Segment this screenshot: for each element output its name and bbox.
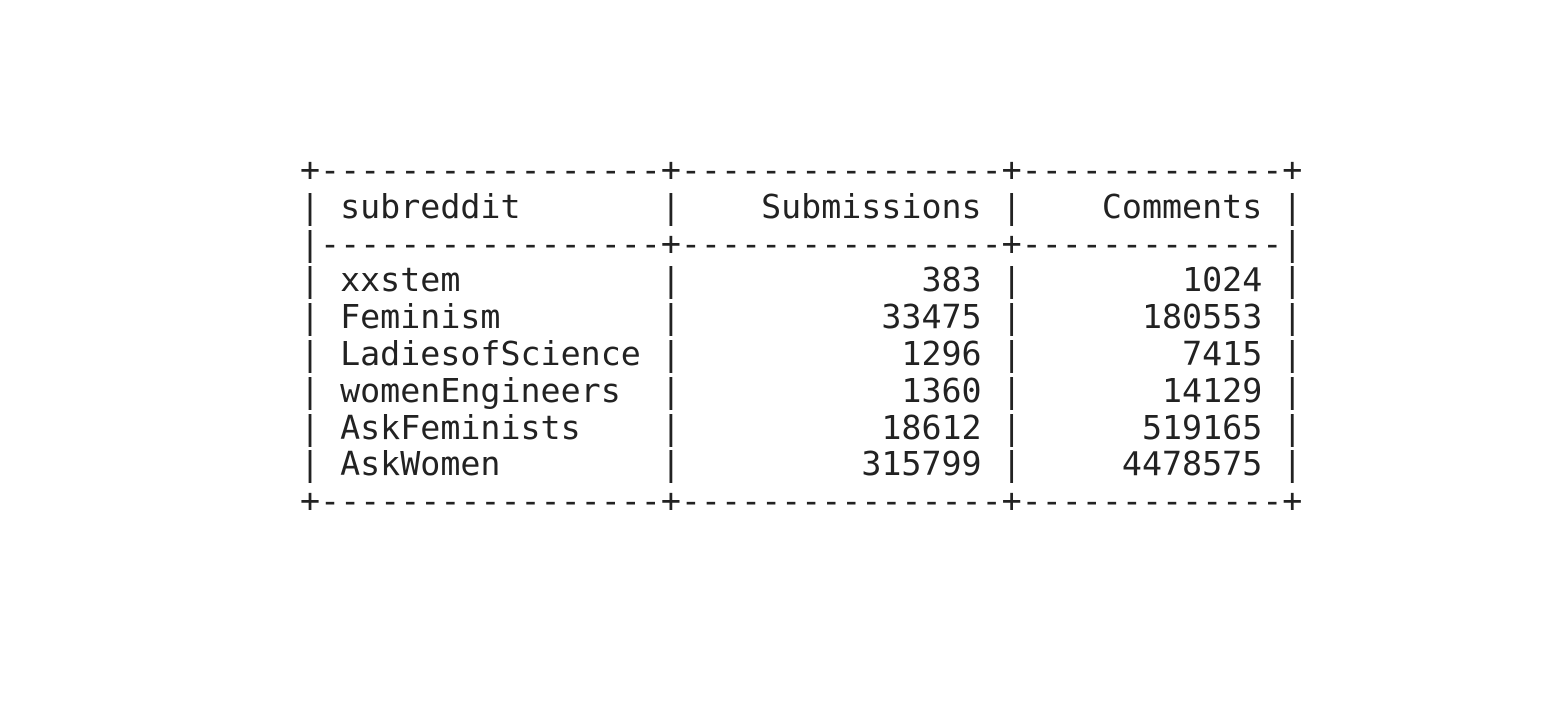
comments-cell: 4478575 xyxy=(1121,444,1263,484)
subreddit-cell: womenEngineers xyxy=(340,370,621,410)
submissions-cell: 18612 xyxy=(881,407,982,447)
ascii-table xyxy=(300,152,1302,520)
submissions-cell: 1360 xyxy=(901,370,982,410)
column-header: Comments xyxy=(1101,186,1263,226)
column-header: Submissions xyxy=(761,186,982,226)
table-header-row: | subreddit | Submissions | Comments | xyxy=(300,186,1303,226)
subreddit-cell: Feminism xyxy=(340,297,501,337)
table-row: | Feminism | 33475 | 180553 | xyxy=(300,297,1303,337)
submissions-cell: 1296 xyxy=(901,333,982,373)
submissions-cell: 383 xyxy=(921,260,982,300)
table-top-border: +-----------------+----------------+-------------+ xyxy=(300,150,1303,189)
subreddit-cell: AskWomen xyxy=(340,444,501,484)
table-row: | AskWomen | 315799 | 4478575 | xyxy=(300,444,1303,484)
subreddit-cell: AskFeminists xyxy=(340,407,581,447)
comments-cell: 1024 xyxy=(1182,260,1263,300)
comments-cell: 519165 xyxy=(1141,407,1263,447)
column-header: subreddit xyxy=(340,186,521,226)
comments-cell: 14129 xyxy=(1162,370,1263,410)
table-row: | LadiesofScience | 1296 | 7415 | xyxy=(300,333,1303,373)
table-row: | AskFeminists | 18612 | 519165 | xyxy=(300,407,1303,447)
subreddit-cell: LadiesofScience xyxy=(340,333,641,373)
submissions-cell: 33475 xyxy=(881,297,982,337)
table-header-separator: |-----------------+----------------+-------------| xyxy=(300,223,1303,263)
subreddit-cell: xxstem xyxy=(340,260,461,300)
comments-cell: 180553 xyxy=(1141,297,1263,337)
submissions-cell: 315799 xyxy=(861,444,982,484)
table-row: | womenEngineers | 1360 | 14129 | xyxy=(300,370,1303,410)
comments-cell: 7415 xyxy=(1182,333,1263,373)
table-row: | xxstem | 383 | 1024 | xyxy=(300,260,1303,300)
table-bottom-border: +-----------------+----------------+-------------+ xyxy=(300,481,1303,521)
